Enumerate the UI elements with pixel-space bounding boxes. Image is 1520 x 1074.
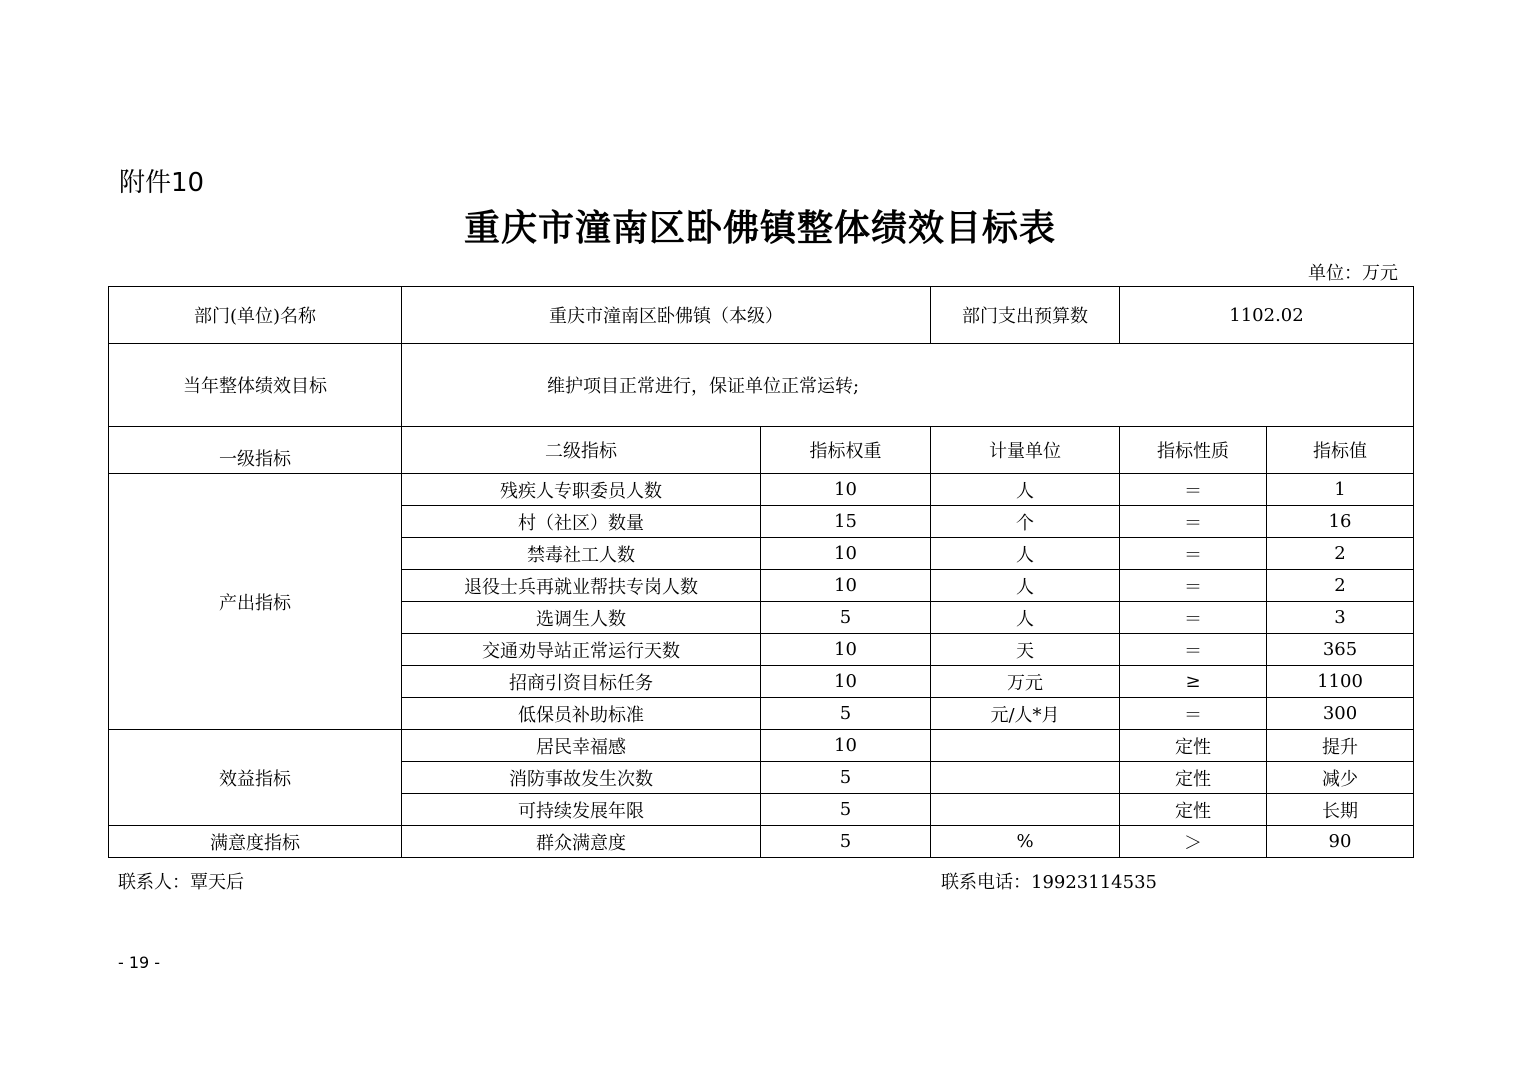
indicator-name: 退役士兵再就业帮扶专岗人数 (402, 570, 761, 602)
indicator-unit (931, 730, 1120, 762)
indicator-nature: 定性 (1120, 762, 1267, 794)
indicator-value: 3 (1267, 602, 1414, 634)
indicator-nature: ＞ (1120, 826, 1267, 858)
indicator-name: 可持续发展年限 (402, 794, 761, 826)
indicator-weight: 10 (761, 730, 931, 762)
indicator-name: 低保员补助标准 (402, 698, 761, 730)
indicator-nature: ＝ (1120, 570, 1267, 602)
indicator-name: 残疾人专职委员人数 (402, 474, 761, 506)
indicator-name: 群众满意度 (402, 826, 761, 858)
indicator-weight: 10 (761, 474, 931, 506)
indicator-name: 招商引资目标任务 (402, 666, 761, 698)
indicator-weight: 5 (761, 826, 931, 858)
indicator-unit (931, 762, 1120, 794)
indicator-value: 提升 (1267, 730, 1414, 762)
indicator-weight: 5 (761, 602, 931, 634)
indicator-name: 选调生人数 (402, 602, 761, 634)
indicator-nature: ＝ (1120, 538, 1267, 570)
indicator-value: 365 (1267, 634, 1414, 666)
col-nature: 指标性质 (1120, 427, 1267, 474)
contact-phone: 联系电话：19923114535 (941, 872, 1157, 893)
column-header-row (109, 427, 1414, 474)
goal-value: 维护项目正常进行，保证单位正常运转; (402, 344, 1414, 427)
indicator-unit: % (931, 826, 1120, 858)
indicator-value: 1100 (1267, 666, 1414, 698)
indicator-value: 90 (1267, 826, 1414, 858)
table-row (109, 826, 1414, 858)
indicator-value: 1 (1267, 474, 1414, 506)
attachment-label: 附件10 (119, 168, 205, 198)
group-benefit: 效益指标 (109, 730, 402, 826)
indicator-value: 减少 (1267, 762, 1414, 794)
indicator-name: 居民幸福感 (402, 730, 761, 762)
indicator-value: 2 (1267, 538, 1414, 570)
indicator-weight: 10 (761, 538, 931, 570)
page-title: 重庆市潼南区卧佛镇整体绩效目标表 (463, 207, 1056, 249)
page-number: - 19 - (118, 953, 161, 972)
indicator-nature: ＝ (1120, 634, 1267, 666)
indicator-nature: ≥ (1120, 666, 1267, 698)
indicator-unit: 人 (931, 570, 1120, 602)
indicator-nature: ＝ (1120, 698, 1267, 730)
indicator-name: 交通劝导站正常运行天数 (402, 634, 761, 666)
indicator-weight: 10 (761, 634, 931, 666)
table-row (109, 730, 1414, 762)
indicator-weight: 5 (761, 762, 931, 794)
budget-value: 1102.02 (1120, 287, 1414, 344)
goal-row (109, 344, 1414, 427)
col-value: 指标值 (1267, 427, 1414, 474)
indicator-unit: 天 (931, 634, 1120, 666)
indicator-name: 消防事故发生次数 (402, 762, 761, 794)
indicator-name: 村（社区）数量 (402, 506, 761, 538)
indicator-weight: 15 (761, 506, 931, 538)
indicator-unit: 元/人*月 (931, 698, 1120, 730)
indicator-nature: 定性 (1120, 730, 1267, 762)
group-output: 产出指标 (109, 474, 402, 730)
performance-table (108, 286, 1414, 858)
indicator-unit: 万元 (931, 666, 1120, 698)
dept-name-value: 重庆市潼南区卧佛镇（本级） (402, 287, 931, 344)
col-weight: 指标权重 (761, 427, 931, 474)
indicator-weight: 5 (761, 794, 931, 826)
indicator-value: 300 (1267, 698, 1414, 730)
indicator-weight: 10 (761, 570, 931, 602)
dept-row (109, 287, 1414, 344)
indicator-unit: 人 (931, 474, 1120, 506)
group-satisfaction: 满意度指标 (109, 826, 402, 858)
indicator-unit: 人 (931, 538, 1120, 570)
indicator-unit (931, 794, 1120, 826)
indicator-value: 16 (1267, 506, 1414, 538)
indicator-weight: 10 (761, 666, 931, 698)
dept-name-label: 部门(单位)名称 (109, 287, 402, 344)
indicator-weight: 5 (761, 698, 931, 730)
indicator-unit: 人 (931, 602, 1120, 634)
col-level1: 一级指标 (109, 427, 402, 474)
col-level2: 二级指标 (402, 427, 761, 474)
indicator-nature: 定性 (1120, 794, 1267, 826)
indicator-name: 禁毒社工人数 (402, 538, 761, 570)
unit-label: 单位：万元 (1308, 263, 1398, 284)
indicator-value: 2 (1267, 570, 1414, 602)
contact-person: 联系人：覃天后 (118, 872, 244, 893)
indicator-nature: ＝ (1120, 506, 1267, 538)
budget-label: 部门支出预算数 (931, 287, 1120, 344)
col-unit: 计量单位 (931, 427, 1120, 474)
indicator-nature: ＝ (1120, 474, 1267, 506)
indicator-unit: 个 (931, 506, 1120, 538)
indicator-nature: ＝ (1120, 602, 1267, 634)
table-row (109, 474, 1414, 506)
indicator-value: 长期 (1267, 794, 1414, 826)
goal-label: 当年整体绩效目标 (109, 344, 402, 427)
